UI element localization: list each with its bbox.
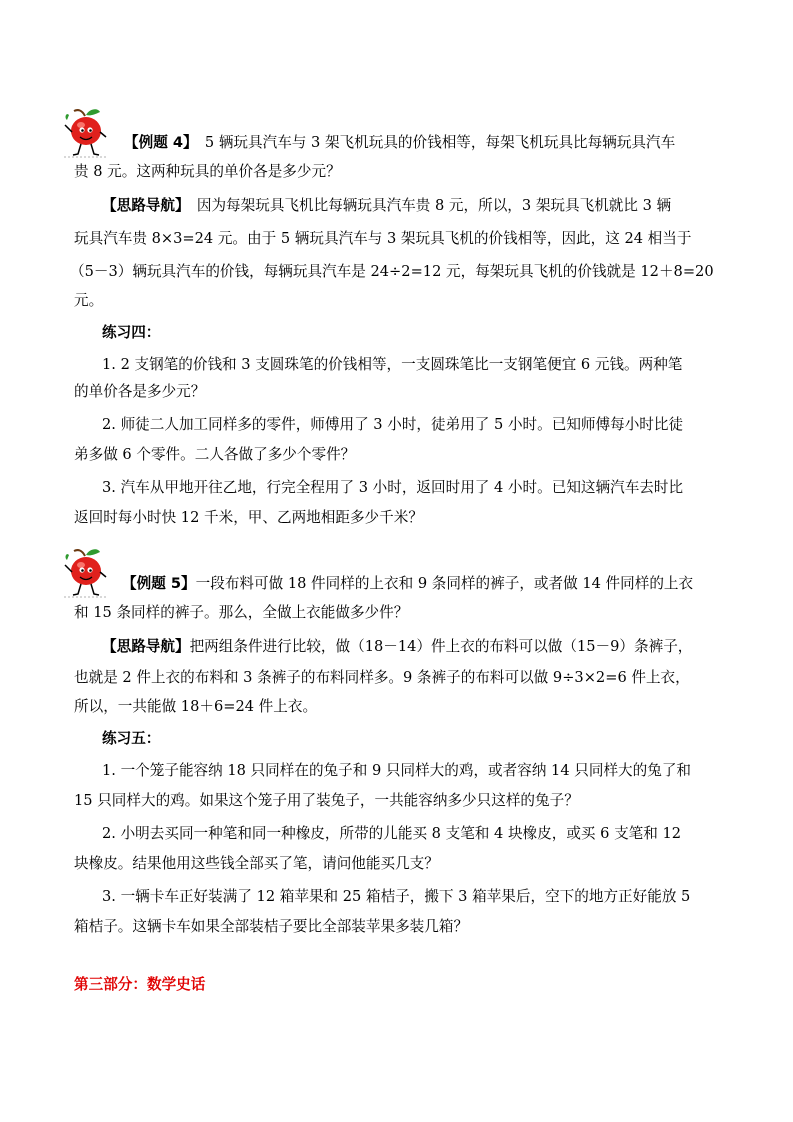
practice-4-q1-line-2: 的单价各是多少元？ — [74, 383, 206, 400]
example-5-line-1: 【例题 5】一段布料可做 18 件同样的上衣和 9 条同样的裤子，或者做 14 件同样的上衣 — [122, 575, 694, 592]
practice-5-q3-line-2: 箱桔子。这辆卡车如果全部装桔子要比全部装苹果多装几箱？ — [74, 918, 469, 935]
practice-5-q2-line-2: 块橡皮。结果他用这些钱全部买了笔，请问他能买几支？ — [74, 855, 439, 872]
practice-5-q3-line-1: 3. 一辆卡车正好装满了 12 箱苹果和 25 箱桔子，搬下 3 箱苹果后，空下的地方正好能放 5 — [102, 888, 691, 905]
practice-5-q1-line-1: 1. 一个笼子能容纳 18 只同样在的兔子和 9 只同样大的鸡，或者容纳 14 只同样大的兔了和 — [102, 762, 692, 779]
practice-5-title: 练习五： — [102, 730, 161, 747]
practice-4-q3-line-2: 返回时每小时快 12 千米，甲、乙两地相距多少千米？ — [74, 509, 423, 526]
practice-5-q1-line-2: 15 只同样大的鸡。如果这个笼子用了装兔子，一共能容纳多少只这样的兔子？ — [74, 792, 579, 809]
practice-4-q2-line-2: 弟多做 6 个零件。二人各做了多少个零件？ — [74, 446, 356, 463]
apple-mascot-icon — [60, 106, 110, 160]
thinking-5-label: 【思路导航】 — [102, 638, 190, 655]
example-5-label: 【例题 5】 — [122, 575, 196, 592]
thinking-4-label: 【思路导航】 — [102, 197, 183, 214]
practice-5-q2-line-1: 2. 小明去买同一种笔和同一种橡皮，所带的儿能买 8 支笔和 4 块橡皮，或买 6 支笔和 12 — [102, 825, 682, 842]
practice-4-q1-line-1: 1. 2 支钢笔的价钱和 3 支圆珠笔的价钱相等，一支圆珠笔比一支钢笔便宜 6 元钱。两种笔 — [102, 356, 683, 373]
example-4-line-1: 【例题 4】 5 辆玩具汽车与 3 架飞机玩具的价钱相等，每架飞机玩具比每辆玩具汽车 — [124, 134, 676, 151]
practice-4-q2-line-1: 2. 师徒二人加工同样多的零件，师傅用了 3 小时，徒弟用了 5 小时。已知师傅每小时比徒 — [102, 416, 684, 433]
thinking-5-line-2: 也就是 2 件上衣的布料和 3 条裤子的布料同样多。9 条裤子的布料可以做 9÷3×2=6 件上衣， — [74, 669, 690, 686]
thinking-4-line-1: 【思路导航】 因为每架玩具飞机比每辆玩具汽车贵 8 元，所以，3 架玩具飞机就比 3 辆 — [102, 197, 672, 214]
thinking-4-line-3: （5－3）辆玩具汽车的价钱，每辆玩具汽车是 24÷2=12 元，每架玩具飞机的价钱就是 12＋8=20 — [70, 263, 714, 280]
apple-mascot-icon — [60, 546, 110, 600]
section-3-heading: 第三部分：数学史话 — [74, 976, 206, 993]
practice-4-q3-line-1: 3. 汽车从甲地开往乙地，行完全程用了 3 小时，返回时用了 4 小时。已知这辆汽车去时比 — [102, 479, 684, 496]
thinking-4-line-2: 玩具汽车贵 8×3=24 元。由于 5 辆玩具汽车与 3 架玩具飞机的价钱相等，因此，这 24 相当于 — [74, 230, 692, 247]
thinking-5-line-3: 所以，一共能做 18＋6=24 件上衣。 — [74, 698, 318, 715]
example-4-line-2: 贵 8 元。这两种玩具的单价各是多少元？ — [74, 163, 341, 180]
practice-4-title: 练习四： — [102, 324, 161, 341]
example-5-line-2: 和 15 条同样的裤子。那么，全做上衣能做多少件？ — [74, 604, 409, 621]
thinking-5-line-1: 【思路导航】把两组条件进行比较，做（18－14）件上衣的布料可以做（15－9）条裤子， — [102, 638, 693, 655]
thinking-4-line-4: 元。 — [74, 292, 104, 309]
example-4-label: 【例题 4】 — [124, 134, 191, 151]
